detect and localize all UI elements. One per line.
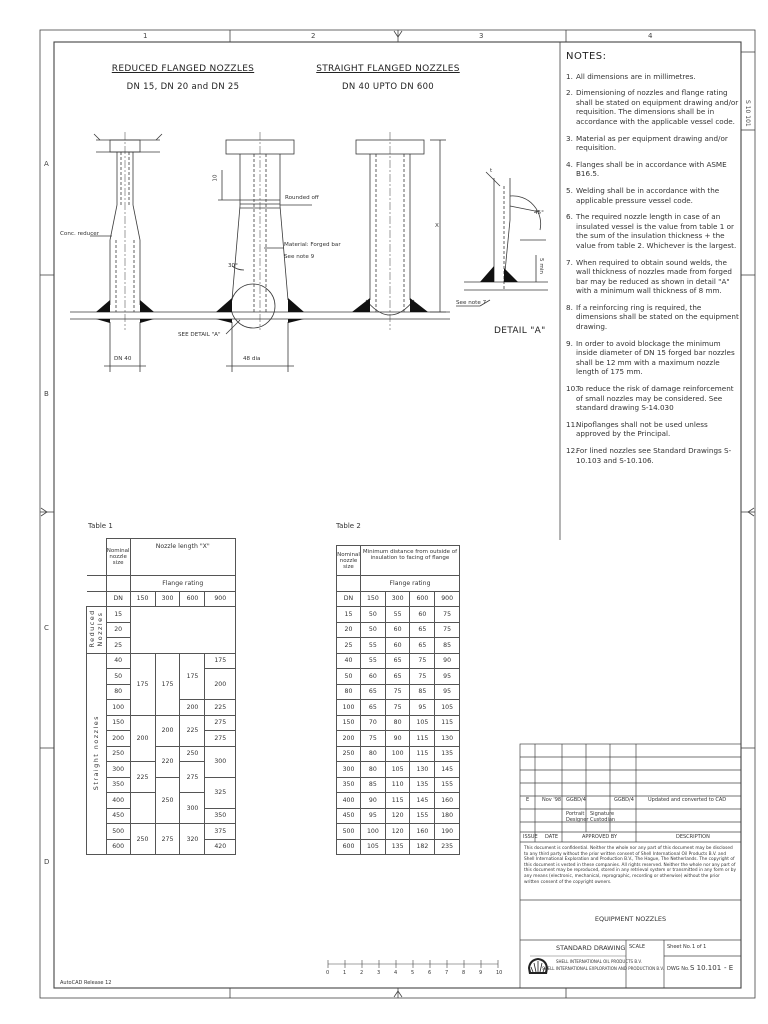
reduced-title: REDUCED FLANGED NOZZLES	[111, 64, 255, 74]
zone-col-1: 1	[143, 32, 148, 40]
t1-size: 400	[106, 793, 130, 809]
notes-panel	[566, 52, 742, 472]
t1-cell: 225	[130, 762, 155, 793]
t1-cell: 175	[155, 653, 180, 715]
t2-cell: 65	[385, 669, 410, 685]
t2-cell: 130	[410, 762, 435, 778]
t2-cell: 75	[410, 669, 435, 685]
side-drawing-code: S 10 101	[744, 100, 751, 127]
t2-head-dn: DN	[337, 591, 361, 607]
t2-cell: 182	[410, 839, 435, 855]
t1-cell: 250	[130, 824, 155, 855]
note-item: 2. Dimensioning of nozzles and flange rating shall be stated on equipment drawing and/or requisition. The dimensions shall be in accordance with the applicable vessel code.	[566, 88, 739, 126]
t2-row	[337, 669, 460, 685]
t2-cell: 115	[385, 793, 410, 809]
t2-rating: 150	[360, 591, 385, 607]
scale-tick-label: 5	[411, 970, 415, 976]
t1-size: 80	[106, 684, 130, 700]
scale-tick-label: 0	[326, 970, 330, 976]
t2-row	[337, 700, 460, 716]
t2-cell: 60	[385, 638, 410, 654]
t2-row	[337, 762, 460, 778]
t2-cell: 65	[360, 700, 385, 716]
note-item: 12. For lined nozzles see Standard Drawings S-10.103 and S-10.106.	[566, 446, 732, 465]
note-item: 4. Flanges shall be in accordance with ASME B16.5.	[566, 159, 727, 179]
t2-cell: 180	[435, 808, 460, 824]
note-item: 5. Welding shall be in accordance with the applicable pressure vessel code.	[566, 185, 720, 205]
t1-size: 40	[106, 653, 130, 669]
rev-head-description: DESCRIPTION	[676, 834, 710, 840]
rev-code2: GGBD/4	[614, 797, 634, 803]
t2-size: 350	[337, 777, 361, 793]
scale-tick-label: 2	[360, 970, 364, 976]
t1-cell: 250	[180, 746, 205, 762]
dwg-number: S 10.101	[690, 964, 722, 972]
company-2: SHELL INTERNATIONAL EXPLORATION AND PRODUCTION B.V.	[542, 966, 664, 971]
t2-size: 150	[337, 715, 361, 731]
scale-tick-label: 8	[462, 970, 466, 976]
t2-cell: 85	[435, 638, 460, 654]
note-item: 11. Nipoflanges shall not be used unless approved by the Principal.	[566, 419, 708, 439]
t2-cell: 155	[435, 777, 460, 793]
drawing-title: EQUIPMENT NOZZLES	[594, 915, 667, 923]
t2-cell: 65	[360, 684, 385, 700]
t2-cell: 95	[435, 684, 460, 700]
t2-cell: 145	[410, 793, 435, 809]
t2-row	[337, 824, 460, 840]
label-dim-10: 10	[212, 174, 219, 182]
t2-rating: 600	[410, 591, 435, 607]
t2-cell: 115	[410, 731, 435, 747]
t1-cell: 200	[155, 715, 180, 746]
t1-cell: 275	[205, 731, 236, 747]
t2-row	[337, 746, 460, 762]
t1-rating: 150	[130, 591, 155, 607]
scale-tick-label: 6	[428, 970, 432, 976]
t2-cell: 160	[435, 793, 460, 809]
label-48dia: 48 dia	[243, 356, 261, 362]
t2-row	[337, 607, 460, 623]
t2-size: 450	[337, 808, 361, 824]
t2-cell: 85	[410, 684, 435, 700]
t1-cell: 420	[205, 839, 236, 855]
t2-cell: 85	[360, 777, 385, 793]
t1-size: 50	[106, 669, 130, 685]
t2-cell: 235	[435, 839, 460, 855]
t1-cell: 300	[180, 793, 205, 824]
t2-cell: 80	[385, 715, 410, 731]
t2-cell: 60	[360, 669, 385, 685]
t2-cell: 75	[410, 653, 435, 669]
t2-cell: 105	[435, 700, 460, 716]
zone-col-2: 2	[311, 32, 316, 40]
table1-caption: Table 1	[88, 522, 113, 530]
t2-size: 600	[337, 839, 361, 855]
t2-row	[337, 622, 460, 638]
t2-cell: 160	[410, 824, 435, 840]
rev-issue: E	[526, 797, 530, 803]
t2-size: 40	[337, 653, 361, 669]
standard-drawing-label: STANDARD DRAWING	[556, 944, 626, 952]
t2-head-distance: Minimum distance from outside of insulation to facing of flange	[360, 546, 459, 576]
t1-cell: 175	[130, 653, 155, 715]
detail-a-title: DETAIL "A"	[494, 326, 546, 336]
t2-cell: 55	[360, 638, 385, 654]
rev-sign-1: Portrait Designer	[566, 811, 589, 823]
note-item: 1. All dimensions are in millimetres.	[566, 71, 696, 81]
t2-cell: 75	[360, 731, 385, 747]
t1-cell: 200	[180, 700, 205, 716]
confidential-notice: This document is confidential. Neither the whole nor any part of this document may be disclosed to any third party without the prior written consent of Shell International Oil Products B.V. and Shell International Exploration and Production B.V., The Hague, The Netherlands. The copyright of this document is vested in these companies. All rights reserved. Neither the whole nor any part of this document may be reproduced, stored in any retrieval system or transmitted in any form or by any means (electronic, mechanical, reprographic, recording or otherwise) without the prior written consent of the copyright owners.	[524, 846, 736, 885]
t2-size: 200	[337, 731, 361, 747]
t1-head-dn: DN	[106, 591, 130, 607]
label-dn40: DN 40	[114, 356, 132, 362]
t1-cell: 320	[180, 824, 205, 855]
t1-cell: 375	[205, 824, 236, 840]
t2-cell: 105	[385, 762, 410, 778]
t1-head-rating: Flange rating	[130, 576, 235, 592]
t1-cell: 275	[205, 715, 236, 731]
t2-cell: 75	[385, 700, 410, 716]
t1-cell: 350	[205, 808, 236, 824]
t2-cell: 190	[435, 824, 460, 840]
t2-body	[337, 607, 460, 855]
rev-date: Nov '98	[542, 797, 562, 803]
t1-cell: 225	[180, 715, 205, 746]
t2-cell: 105	[410, 715, 435, 731]
table2-caption: Table 2	[336, 522, 361, 530]
note-item: 8. If a reinforcing ring is required, the dimensions shall be stated on the equipment drawing.	[566, 302, 739, 332]
scale-label: SCALE	[629, 944, 646, 950]
scale-tick-label: 4	[394, 970, 398, 976]
t1-cell: 225	[205, 700, 236, 716]
dwg-label: DWG No.	[667, 966, 690, 972]
label-angle45: 45°	[534, 210, 544, 216]
label-angle30: 30°	[228, 263, 238, 269]
t2-cell: 135	[435, 746, 460, 762]
t2-size: 50	[337, 669, 361, 685]
t2-size: 250	[337, 746, 361, 762]
t2-cell: 120	[385, 808, 410, 824]
t2-cell: 55	[385, 607, 410, 623]
label-material: Material: Forged bar	[284, 242, 341, 248]
straight-title: STRAIGHT FLANGED NOZZLES	[316, 64, 460, 74]
t2-cell: 100	[385, 746, 410, 762]
t1-cell: 300	[205, 746, 236, 777]
sheet-label: Sheet No.	[667, 944, 692, 950]
t2-cell: 75	[435, 607, 460, 623]
t1-rating: 300	[155, 591, 180, 607]
t2-cell: 110	[385, 777, 410, 793]
t2-cell: 80	[360, 746, 385, 762]
t2-row	[337, 808, 460, 824]
t2-cell: 65	[410, 622, 435, 638]
t1-cell: 175	[180, 653, 205, 700]
zone-row-d: D	[44, 858, 50, 866]
t1-cell: 325	[205, 777, 236, 808]
sheet-value: 1 of 1	[692, 944, 707, 950]
label-see-note9: See note 9	[284, 254, 315, 260]
t2-size: 80	[337, 684, 361, 700]
t2-size: 500	[337, 824, 361, 840]
t1-size: 250	[106, 746, 130, 762]
rev-code1: GGBD/4	[566, 797, 586, 803]
rev-sign-2: Signature Custodian	[590, 811, 616, 823]
straight-sizes: DN 40 UPTO DN 600	[342, 82, 434, 92]
t1-size: 100	[106, 700, 130, 716]
note-item: 10. To reduce the risk of damage reinforcement of small nozzles may be considered. See standard drawing S-14.030	[566, 384, 734, 413]
t2-size: 400	[337, 793, 361, 809]
t1-cell: 200	[205, 669, 236, 700]
t2-head-nominal: Nominal nozzle size	[337, 546, 361, 576]
label-5min: 5 min	[538, 258, 544, 274]
footer-cad-note: AutoCAD Release 12	[60, 980, 112, 986]
reduced-sizes: DN 15, DN 20 and DN 25	[126, 82, 240, 92]
notes-heading: NOTES:	[566, 51, 607, 62]
t1-head-nominal: Nominal nozzle size	[106, 539, 130, 576]
t2-cell: 80	[360, 762, 385, 778]
zone-col-4: 4	[648, 32, 653, 40]
t1-group-straight: Straight nozzles	[92, 715, 101, 791]
note-item: 9. In order to avoid blockage the minimum inside diameter of DN 15 forged bar nozzles shall be 12 mm with a maximum nozzle length of 175 mm.	[566, 338, 735, 377]
t2-size: 20	[337, 622, 361, 638]
t2-cell: 90	[360, 793, 385, 809]
t2-row	[337, 715, 460, 731]
t1-cell: 275	[180, 762, 205, 793]
t2-row	[337, 653, 460, 669]
t1-cell: 175	[205, 653, 236, 669]
t2-cell: 135	[385, 839, 410, 855]
t2-rating: 900	[435, 591, 460, 607]
t2-cell: 145	[435, 762, 460, 778]
t2-row	[337, 793, 460, 809]
scale-tick-label: 10	[496, 970, 503, 976]
t2-row	[337, 638, 460, 654]
t2-size: 100	[337, 700, 361, 716]
zone-col-3: 3	[479, 32, 484, 40]
t1-cell: 220	[155, 746, 180, 777]
company-1: SHELL INTERNATIONAL OIL PRODUCTS B.V.	[556, 959, 642, 964]
label-conc-reducer: Conc. reducer	[60, 231, 100, 237]
t2-cell: 95	[360, 808, 385, 824]
label-rounded-off: Rounded off	[285, 195, 319, 201]
t1-size: 600	[106, 839, 130, 855]
t1-size: 300	[106, 762, 130, 778]
t2-cell: 95	[410, 700, 435, 716]
note-item: 6. The required nozzle length in case of an insulated vessel is the value from table 1 or the sum of the insulation thickness + the value from table 2. Whichever is the largest.	[566, 212, 737, 250]
t2-cell: 105	[360, 839, 385, 855]
zone-row-a: A	[44, 160, 49, 168]
scale-tick-label: 9	[479, 970, 483, 976]
t2-row	[337, 731, 460, 747]
t2-row	[337, 777, 460, 793]
t2-cell: 55	[360, 653, 385, 669]
t2-cell: 50	[360, 622, 385, 638]
t2-cell: 120	[385, 824, 410, 840]
t2-row	[337, 684, 460, 700]
t2-size: 25	[337, 638, 361, 654]
t1-rating: 600	[180, 591, 205, 607]
t2-cell: 95	[435, 669, 460, 685]
t1-rating: 900	[205, 591, 236, 607]
t1-size: 150	[106, 715, 130, 731]
t2-cell: 60	[410, 607, 435, 623]
t1-head-length: Nozzle length "X"	[130, 539, 235, 576]
t2-cell: 90	[385, 731, 410, 747]
rev-head-issue: ISSUE	[523, 834, 538, 840]
zone-row-c: C	[44, 624, 49, 632]
t1-size: 20	[106, 622, 130, 638]
t1-size: 450	[106, 808, 130, 824]
t2-cell: 155	[410, 808, 435, 824]
rev-head-date: DATE	[545, 834, 559, 840]
t1-cell: 200	[130, 715, 155, 762]
scale-tick-label: 1	[343, 970, 347, 976]
t2-cell: 70	[360, 715, 385, 731]
scale-tick-label: 3	[377, 970, 381, 976]
zone-row-b: B	[44, 390, 49, 398]
note-item: 7. When required to obtain sound welds, the wall thickness of nozzles made from forged bar may be reduced as shown in detail "A" with a minimum wall thickness of 8 mm.	[566, 257, 732, 296]
t2-cell: 75	[385, 684, 410, 700]
dwg-issue: - E	[724, 964, 734, 972]
t2-cell: 100	[360, 824, 385, 840]
scale-tick-label: 7	[445, 970, 449, 976]
t2-cell: 60	[385, 622, 410, 638]
t2-cell: 65	[385, 653, 410, 669]
t2-rating: 300	[385, 591, 410, 607]
t2-head-rating: Flange rating	[360, 576, 459, 592]
t2-cell: 115	[435, 715, 460, 731]
t1-size: 200	[106, 731, 130, 747]
t2-cell: 50	[360, 607, 385, 623]
t1-size: 500	[106, 824, 130, 840]
rev-head-approved: APPROVED BY	[582, 834, 618, 840]
t1-cell: 275	[155, 824, 180, 855]
label-see-note7: See note 7	[456, 300, 487, 306]
rev-description: Updated and converted to CAD	[648, 797, 727, 803]
label-see-detail: SEE DETAIL "A"	[178, 332, 221, 338]
t2-cell: 75	[435, 622, 460, 638]
t1-size: 15	[106, 607, 130, 623]
t2-cell: 135	[410, 777, 435, 793]
table2	[336, 545, 460, 855]
note-item: 3. Material as per equipment drawing and/or requisition.	[566, 133, 728, 153]
t2-cell: 65	[410, 638, 435, 654]
label-dim-x: X	[435, 223, 439, 229]
t2-cell: 115	[410, 746, 435, 762]
t2-row	[337, 839, 460, 855]
t1-size: 25	[106, 638, 130, 654]
t2-cell: 130	[435, 731, 460, 747]
t1-size: 350	[106, 777, 130, 793]
t1-group-reduced: Reduced Nozzles	[88, 609, 105, 648]
t2-size: 15	[337, 607, 361, 623]
t1-cell: 250	[155, 777, 180, 824]
table1	[86, 538, 236, 855]
label-t: t	[490, 168, 493, 174]
t2-size: 300	[337, 762, 361, 778]
t2-cell: 90	[435, 653, 460, 669]
